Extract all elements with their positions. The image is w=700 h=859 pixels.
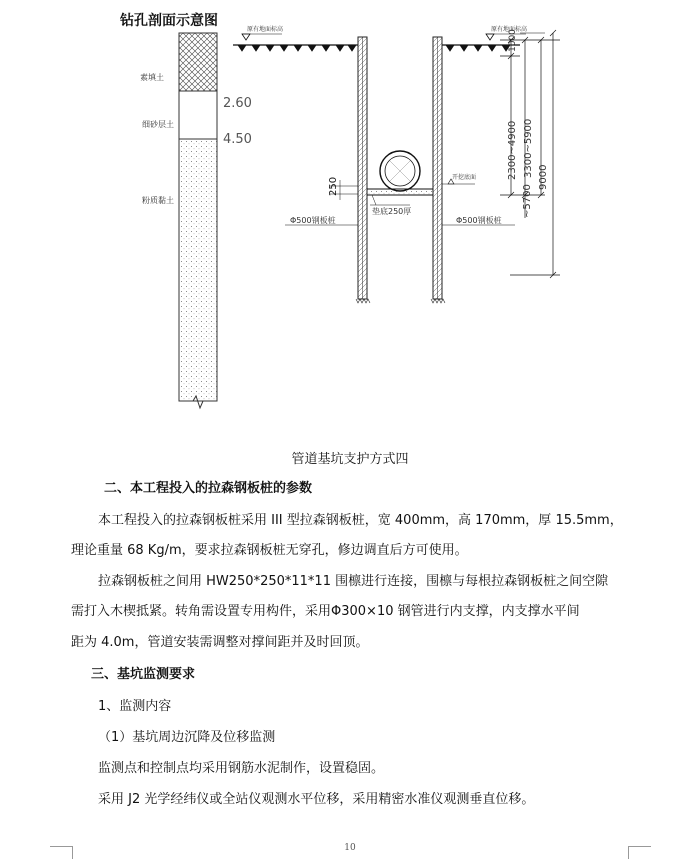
depth-label-2: 4.50 xyxy=(223,132,252,147)
dim-1000: 1000 xyxy=(508,29,518,52)
figure-caption: 管道基坑支护方式四 xyxy=(291,452,409,467)
ground-label-left: 原有地面标高 xyxy=(247,26,284,33)
section3-p2: 采用 J2 光学经纬仪或全站仪观测水平位移，采用精密水准仪观测垂直位移。 xyxy=(98,792,535,807)
section3-p1: 监测点和控制点均采用钢筋水泥制作，设置稳固。 xyxy=(98,761,385,776)
soil-label-sand: 细砂层土 xyxy=(142,120,174,129)
bedding-label: 垫底250厚 xyxy=(372,207,412,216)
section3-heading: 三、基坑监测要求 xyxy=(91,667,196,682)
soil-label-clay: 粉质黏土 xyxy=(142,196,174,205)
borehole-column xyxy=(179,33,217,408)
dim-5700: ~5700 xyxy=(522,184,533,218)
section3-item1-1: （1）基坑周边沉降及位移监测 xyxy=(98,730,276,745)
dim-3300-5900: 3300~5900 xyxy=(523,118,534,178)
section2-p1-line2: 理论重量 68 Kg/m，要求拉森钢板桩无穿孔，修边调直后方可使用。 xyxy=(71,543,468,558)
soil-label-fill: 素填土 xyxy=(140,73,164,82)
pile-right-label: Φ500钢板桩 xyxy=(456,216,502,225)
sheet-pile-left xyxy=(356,37,370,303)
ground-label-right: 原有地面标高 xyxy=(491,26,528,33)
page-number: 10 xyxy=(344,843,356,853)
excavation-bottom-label: 开挖底面 xyxy=(452,174,477,181)
sheet-pile-right xyxy=(431,37,445,303)
dim-9000: 9000 xyxy=(538,164,549,190)
section2-p2-line1: 拉森钢板桩之间用 HW250*250*11*11 围檩进行连接，围檩与每根拉森钢板桩之间空隙 xyxy=(98,574,609,589)
dim-2300-4900: 2300~4900 xyxy=(507,120,518,180)
section3-item1: 1、监测内容 xyxy=(98,699,172,714)
dim-250: 250 xyxy=(328,176,339,196)
section2-p2-line2: 需打入木楔抵紧。转角需设置专用构件，采用Φ300×10 钢管进行内支撑，内支撑水平间 xyxy=(71,604,580,619)
pile-left-label: Φ500钢板桩 xyxy=(290,216,336,225)
figure-title: 钻孔剖面示意图 xyxy=(120,13,218,29)
section2-p1-line1: 本工程投入的拉森钢板桩采用 III 型拉森钢板桩，宽 400mm，高 170mm，厚 15.5mm， xyxy=(98,513,623,528)
ground-line-left xyxy=(233,34,358,51)
section2-p2-line3: 距为 4.0m，管道安装需调整对撑间距并及时回顶。 xyxy=(71,635,369,650)
depth-label-1: 2.60 xyxy=(223,96,252,111)
ground-line-right xyxy=(442,33,545,51)
section2-heading: 二、本工程投入的拉森钢板桩的参数 xyxy=(104,481,313,496)
pipe xyxy=(380,151,420,191)
